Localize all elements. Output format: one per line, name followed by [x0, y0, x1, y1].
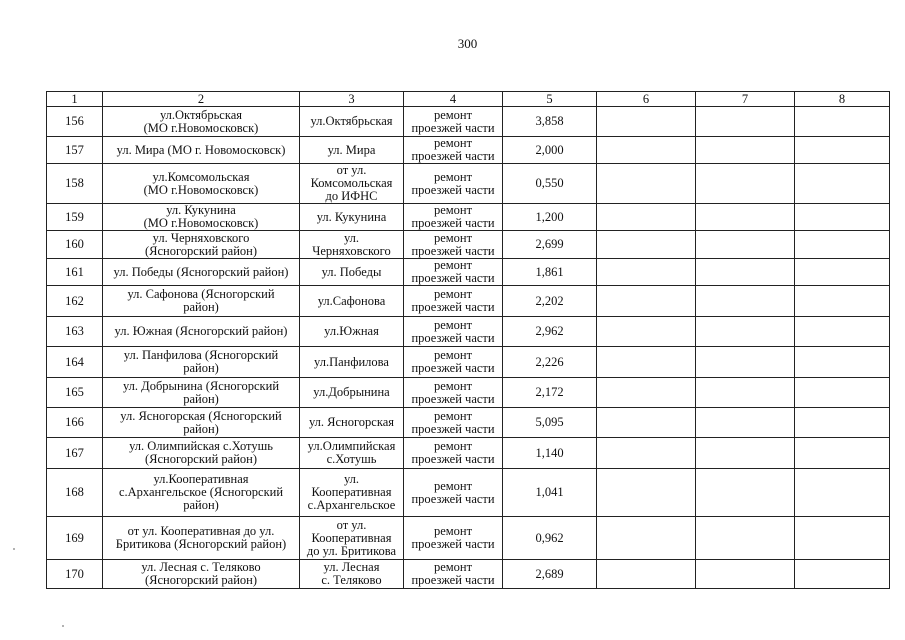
- work-type-cell-line: проезжей части: [411, 182, 495, 197]
- table-row: [47, 231, 890, 259]
- street-cell-line: с.Хотушь: [326, 452, 377, 466]
- column-header-7: 7: [696, 92, 795, 107]
- street-cell: [300, 317, 404, 347]
- row-number: 166: [47, 408, 103, 438]
- road-name-cell-line: (Ясногорский район): [144, 243, 258, 258]
- empty-cell-8: [795, 408, 890, 438]
- row-number: 161: [47, 259, 103, 286]
- street-cell: [300, 164, 404, 204]
- empty-cell-8: [795, 438, 890, 469]
- road-name-cell-line: с.Архангельское (Ясногорский: [118, 485, 284, 499]
- length-value-cell: 0,962: [503, 517, 597, 560]
- street-cell-line: ул.Южная: [324, 324, 379, 338]
- road-name-cell: [103, 204, 300, 231]
- road-name-cell-line: ул.Октябрьская: [159, 107, 243, 122]
- length-value-cell: 1,200: [503, 204, 597, 231]
- empty-cell-6: [597, 164, 696, 204]
- row-number: 163: [47, 317, 103, 347]
- road-name-cell-line: район): [183, 498, 219, 512]
- work-type-cell: [404, 231, 503, 259]
- street-cell-line: от ул.: [336, 163, 367, 177]
- road-name-cell-line: Бритикова (Ясногорский район): [115, 537, 287, 551]
- work-type-cell-line: проезжей части: [411, 491, 495, 506]
- length-value-cell: 2,000: [503, 137, 597, 164]
- road-name-cell: [103, 164, 300, 204]
- street-cell-line: ул.Олимпийская: [307, 439, 396, 453]
- empty-cell-6: [597, 317, 696, 347]
- work-type-cell-line: проезжей части: [411, 391, 495, 406]
- road-name-cell: [103, 286, 300, 317]
- road-name-cell-line: ул.Кооперативная: [153, 472, 249, 486]
- work-type-cell-line: проезжей части: [411, 421, 495, 436]
- road-name-cell-line: ул. Победы (Ясногорский район): [113, 264, 289, 279]
- row-number: 169: [47, 517, 103, 560]
- length-value-cell: 1,041: [503, 469, 597, 517]
- empty-cell-7: [696, 347, 795, 378]
- row-number: 167: [47, 438, 103, 469]
- work-type-cell: [404, 438, 503, 469]
- table-row: [47, 378, 890, 408]
- table-row: [47, 204, 890, 231]
- street-cell-line: Кооперативная: [311, 485, 392, 499]
- street-cell-line: с. Теляково: [321, 573, 382, 587]
- work-type-cell: [404, 107, 503, 137]
- table-row: [47, 438, 890, 469]
- road-name-cell: [103, 408, 300, 438]
- work-type-cell: [404, 259, 503, 286]
- empty-cell-8: [795, 378, 890, 408]
- work-type-cell-line: проезжей части: [411, 537, 495, 551]
- street-cell-line: ул.Добрынина: [313, 385, 390, 399]
- length-value-cell: 0,550: [503, 164, 597, 204]
- empty-cell-8: [795, 137, 890, 164]
- work-type-cell: [404, 517, 503, 560]
- road-name-cell-line: от ул. Кооперативная до ул.: [127, 524, 275, 538]
- work-type-cell-line: ремонт: [433, 524, 473, 538]
- length-value-cell: 1,140: [503, 438, 597, 469]
- column-header-2: 2: [103, 92, 300, 107]
- empty-cell-6: [597, 137, 696, 164]
- street-cell-line: от ул.: [336, 517, 367, 532]
- row-number: 170: [47, 560, 103, 589]
- length-value-cell: 2,226: [503, 347, 597, 378]
- empty-cell-8: [795, 347, 890, 378]
- work-type-cell-line: ремонт: [433, 408, 473, 423]
- empty-cell-8: [795, 107, 890, 137]
- empty-cell-8: [795, 231, 890, 259]
- empty-cell-6: [597, 517, 696, 560]
- work-type-cell-line: проезжей части: [411, 573, 495, 587]
- street-cell: [300, 560, 404, 589]
- column-header-6: 6: [597, 92, 696, 107]
- table-header: [47, 92, 890, 107]
- road-name-cell-line: (МО г.Новомосковск): [143, 120, 259, 135]
- empty-cell-7: [696, 259, 795, 286]
- road-name-cell: [103, 137, 300, 164]
- header-row: [47, 92, 890, 107]
- empty-cell-8: [795, 259, 890, 286]
- table-row: [47, 259, 890, 286]
- length-value-cell: 2,172: [503, 378, 597, 408]
- road-name-cell-line: (Ясногорский район): [144, 452, 258, 466]
- road-name-cell-line: ул. Ясногорская (Ясногорский: [120, 408, 282, 423]
- empty-cell-6: [597, 438, 696, 469]
- work-type-cell-line: ремонт: [433, 378, 473, 393]
- road-name-cell: [103, 107, 300, 137]
- empty-cell-7: [696, 204, 795, 231]
- street-cell-line: ул. Кукунина: [316, 209, 387, 224]
- work-type-cell-line: ремонт: [433, 107, 473, 122]
- row-number: 158: [47, 164, 103, 204]
- work-type-cell-line: ремонт: [433, 230, 473, 245]
- work-type-cell: [404, 347, 503, 378]
- street-cell-line: ул. Ясногорская: [308, 415, 395, 429]
- empty-cell-6: [597, 231, 696, 259]
- road-name-cell-line: (Ясногорский район): [144, 573, 258, 587]
- row-number: 168: [47, 469, 103, 517]
- street-cell: [300, 204, 404, 231]
- work-type-cell-line: ремонт: [433, 439, 473, 453]
- road-name-cell-line: ул. Панфилова (Ясногорский: [123, 348, 279, 362]
- page-number: 300: [457, 36, 478, 51]
- table-row: [47, 317, 890, 347]
- table-row: [47, 286, 890, 317]
- length-value-cell: 2,202: [503, 286, 597, 317]
- work-type-cell-line: проезжей части: [411, 452, 495, 466]
- road-name-cell: [103, 317, 300, 347]
- table-row: [47, 517, 890, 560]
- street-cell: [300, 137, 404, 164]
- road-name-cell-line: ул. Добрынина (Ясногорский: [122, 378, 280, 393]
- work-type-cell: [404, 164, 503, 204]
- work-type-cell-line: проезжей части: [411, 361, 495, 375]
- empty-cell-7: [696, 107, 795, 137]
- road-name-cell: [103, 469, 300, 517]
- street-cell: [300, 378, 404, 408]
- road-name-cell-line: ул. Олимпийская с.Хотушь: [129, 439, 273, 453]
- empty-cell-8: [795, 469, 890, 517]
- street-cell-line: ул.Октябрьская: [310, 114, 393, 128]
- street-cell-line: ул. Мира: [327, 142, 376, 157]
- road-name-cell-line: ул. Лесная с. Теляково: [141, 560, 261, 574]
- length-value-cell: 1,861: [503, 259, 597, 286]
- row-number: 165: [47, 378, 103, 408]
- road-name-cell-line: ул. Сафонова (Ясногорский: [127, 287, 275, 301]
- road-name-cell-line: район): [183, 300, 219, 314]
- row-number: 160: [47, 231, 103, 259]
- column-header-4: 4: [404, 92, 503, 107]
- road-name-cell-line: район): [183, 421, 219, 436]
- street-cell: [300, 107, 404, 137]
- length-value-cell: 5,095: [503, 408, 597, 438]
- row-number: 157: [47, 137, 103, 164]
- work-type-cell-line: ремонт: [433, 317, 473, 332]
- empty-cell-7: [696, 517, 795, 560]
- empty-cell-7: [696, 469, 795, 517]
- empty-cell-8: [795, 560, 890, 589]
- empty-cell-7: [696, 231, 795, 259]
- work-type-cell: [404, 317, 503, 347]
- empty-cell-6: [597, 204, 696, 231]
- row-number: 162: [47, 286, 103, 317]
- work-type-cell-line: ремонт: [433, 136, 473, 150]
- table-body: [47, 107, 890, 589]
- empty-cell-6: [597, 347, 696, 378]
- empty-cell-8: [795, 517, 890, 560]
- street-cell-line: ул.: [343, 230, 360, 245]
- road-name-cell-line: (МО г.Новомосковск): [143, 182, 259, 197]
- road-name-cell: [103, 438, 300, 469]
- column-header-1: 1: [47, 92, 103, 107]
- work-type-cell-line: ремонт: [433, 169, 473, 184]
- work-type-cell-line: проезжей части: [411, 149, 495, 163]
- empty-cell-8: [795, 164, 890, 204]
- column-header-5: 5: [503, 92, 597, 107]
- road-name-cell: [103, 347, 300, 378]
- work-type-cell: [404, 137, 503, 164]
- street-cell: [300, 408, 404, 438]
- road-name-cell: [103, 560, 300, 589]
- length-value-cell: 3,858: [503, 107, 597, 137]
- street-cell: [300, 469, 404, 517]
- work-type-cell-line: ремонт: [433, 287, 473, 301]
- row-number: 159: [47, 204, 103, 231]
- street-cell: [300, 347, 404, 378]
- work-type-cell-line: проезжей части: [411, 216, 495, 230]
- empty-cell-7: [696, 286, 795, 317]
- work-type-cell-line: ремонт: [433, 478, 473, 493]
- column-header-3: 3: [300, 92, 404, 107]
- street-cell-line: ул.Сафонова: [317, 293, 386, 308]
- empty-cell-6: [597, 107, 696, 137]
- road-name-cell-line: ул. Южная (Ясногорский район): [114, 324, 288, 338]
- empty-cell-6: [597, 378, 696, 408]
- work-type-cell-line: проезжей части: [411, 120, 495, 135]
- street-cell-line: до ул. Бритикова: [306, 543, 397, 558]
- street-cell: [300, 259, 404, 286]
- road-name-cell-line: район): [183, 391, 219, 406]
- empty-cell-7: [696, 560, 795, 589]
- work-type-cell: [404, 469, 503, 517]
- street-cell-line: ул. Победы: [321, 264, 382, 279]
- road-name-cell: [103, 231, 300, 259]
- scan-speck: [62, 625, 64, 627]
- table-row: [47, 469, 890, 517]
- empty-cell-6: [597, 408, 696, 438]
- table-row: [47, 164, 890, 204]
- work-type-cell-line: ремонт: [433, 560, 473, 574]
- road-name-cell: [103, 259, 300, 286]
- road-name-cell-line: ул. Черняховского: [152, 230, 250, 245]
- street-cell-line: ул. Лесная: [323, 560, 380, 574]
- empty-cell-7: [696, 378, 795, 408]
- work-type-cell-line: проезжей части: [411, 300, 495, 314]
- road-name-cell-line: район): [183, 361, 219, 375]
- work-type-cell-line: проезжей части: [411, 330, 495, 345]
- street-cell-line: ул.: [343, 472, 360, 486]
- roads-table: [46, 91, 890, 589]
- empty-cell-7: [696, 408, 795, 438]
- street-cell: [300, 438, 404, 469]
- street-cell-line: с.Архангельское: [307, 498, 396, 512]
- row-number: 164: [47, 347, 103, 378]
- length-value-cell: 2,689: [503, 560, 597, 589]
- empty-cell-7: [696, 317, 795, 347]
- scan-speck: [13, 548, 15, 550]
- empty-cell-6: [597, 560, 696, 589]
- street-cell-line: Черняховского: [312, 243, 391, 258]
- road-name-cell: [103, 517, 300, 560]
- empty-cell-8: [795, 286, 890, 317]
- table-row: [47, 560, 890, 589]
- work-type-cell: [404, 560, 503, 589]
- work-type-cell: [404, 286, 503, 317]
- road-name-cell: [103, 378, 300, 408]
- length-value-cell: 2,962: [503, 317, 597, 347]
- row-number: 156: [47, 107, 103, 137]
- work-type-cell: [404, 378, 503, 408]
- empty-cell-7: [696, 164, 795, 204]
- work-type-cell-line: проезжей части: [411, 271, 495, 285]
- empty-cell-6: [597, 469, 696, 517]
- street-cell: [300, 517, 404, 560]
- empty-cell-6: [597, 259, 696, 286]
- work-type-cell-line: ремонт: [433, 203, 473, 217]
- empty-cell-6: [597, 286, 696, 317]
- work-type-cell-line: проезжей части: [411, 243, 495, 258]
- street-cell-line: Кооперативная: [311, 530, 392, 545]
- table-row: [47, 137, 890, 164]
- street-cell: [300, 231, 404, 259]
- work-type-cell-line: ремонт: [433, 348, 473, 362]
- empty-cell-8: [795, 317, 890, 347]
- empty-cell-7: [696, 438, 795, 469]
- work-type-cell: [404, 204, 503, 231]
- street-cell-line: Комсомольская: [310, 176, 393, 190]
- street-cell: [300, 286, 404, 317]
- table-row: [47, 107, 890, 137]
- road-name-cell-line: ул. Мира (МО г. Новомосковск): [116, 142, 286, 157]
- road-name-cell-line: (МО г.Новомосковск): [143, 216, 259, 230]
- road-name-cell-line: ул.Комсомольская: [152, 169, 250, 184]
- street-cell-line: до ИФНС: [325, 189, 378, 203]
- length-value-cell: 2,699: [503, 231, 597, 259]
- table-row: [47, 347, 890, 378]
- work-type-cell: [404, 408, 503, 438]
- work-type-cell-line: ремонт: [433, 258, 473, 272]
- road-name-cell-line: ул. Кукунина: [166, 203, 236, 217]
- empty-cell-7: [696, 137, 795, 164]
- empty-cell-8: [795, 204, 890, 231]
- table-row: [47, 408, 890, 438]
- street-cell-line: ул.Панфилова: [314, 354, 389, 369]
- column-header-8: 8: [795, 92, 890, 107]
